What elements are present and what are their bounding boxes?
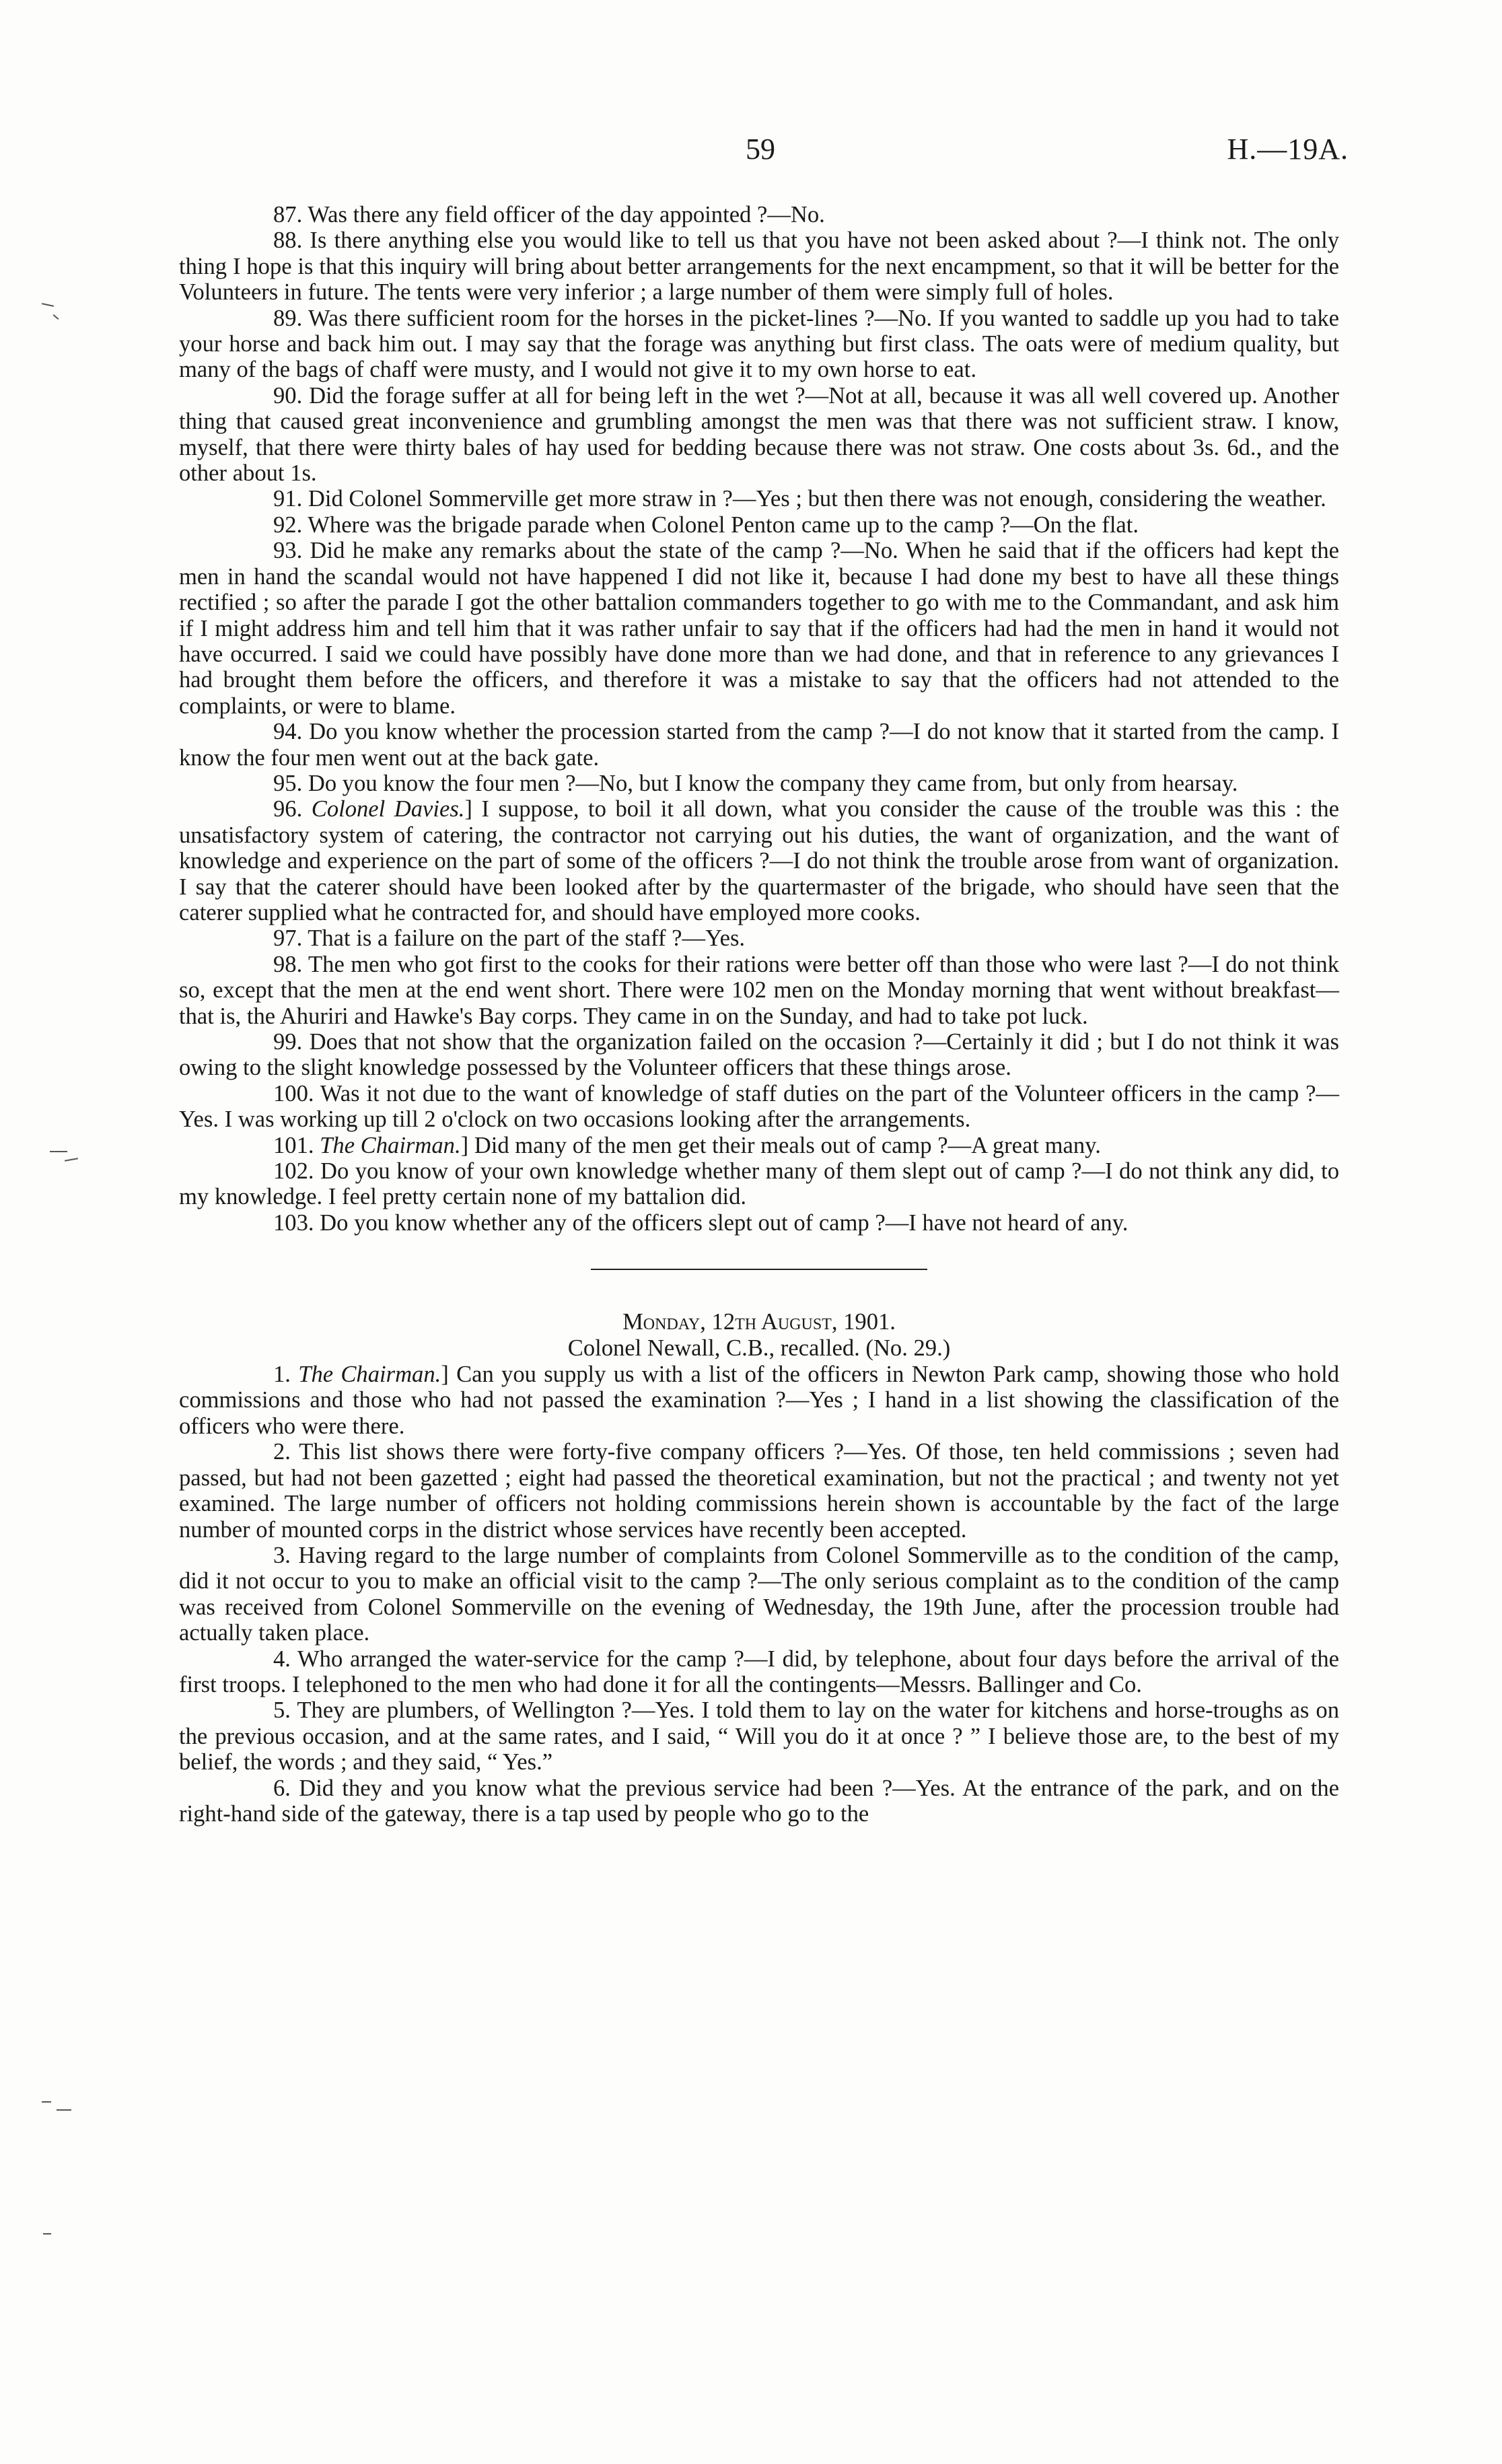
question-number: 4. (273, 1646, 291, 1672)
question-answer-paragraph (179, 771, 1339, 796)
question-answer-text: The men who got first to the cooks for their rations were better off than those who were last ?—I do not think so, except that the men at the end went short. There were 102 men on the Monday morning that went without breakfast—that is, the Ahuriri and Hawke's Bay corps. They came in on the Sunday, and had to take pot luck. (179, 951, 1339, 1029)
question-answer-paragraph (179, 925, 1339, 951)
question-answer-text: ] Can you supply us with a list of the officers in Newton Park camp, showing those who hold commissions and those who had not passed the examination ?—Yes ; I hand in a list showing the classification of the officers who were there. (179, 1362, 1339, 1439)
question-answer-text: Was there sufficient room for the horses in the picket-lines ?—No. If you wanted to saddle up you had to take your horse and back him out. I may say that the forage was anything but first class. The oats were of medium quality, but many of the bags of chaff were musty, and I would not give it to my own horse to eat. (179, 305, 1339, 383)
evidence-block-bottom (179, 1362, 1339, 1827)
speaker-name: The Chairman. (298, 1362, 441, 1388)
speaker-name: Colonel Davies. (311, 796, 465, 822)
question-answer-text: ] I suppose, to boil it all down, what you consider the cause of the trouble was this : the unsatisfactory system of catering, the contractor not carrying out his duties, the want of organization, and the want of knowledge and experience on the part of some of the officers ?—I do not think the trouble arose from want of organization. I say that the caterer should have been looked after by the quartermaster of the brigade, who should have seen that the caterer supplied what he contracted for, and should have employed more cooks. (179, 796, 1339, 925)
evidence-block-top (179, 202, 1339, 1236)
question-answer-paragraph (179, 1210, 1339, 1236)
question-number: 100. (273, 1080, 314, 1106)
scan-artifact (42, 303, 54, 307)
question-answer-paragraph (179, 1362, 1339, 1439)
question-answer-paragraph (179, 306, 1339, 383)
question-answer-text: Where was the brigade parade when Colonel Penton came up to the camp ?—On the flat. (308, 512, 1139, 538)
scan-artifact (42, 2101, 51, 2103)
question-answer-paragraph (179, 1439, 1339, 1543)
scan-artifact (50, 1151, 67, 1152)
question-number: 99. (273, 1029, 303, 1055)
question-answer-paragraph (179, 1029, 1339, 1081)
question-answer-text: Did they and you know what the previous service had been ?—Yes. At the entrance of the park, and on the right-hand side of the gateway, there is a tap used by people who go to the (179, 1775, 1339, 1827)
question-number: 96. (273, 796, 303, 822)
question-answer-paragraph (179, 1646, 1339, 1698)
question-number: 92. (273, 512, 303, 538)
question-number: 5. (273, 1697, 291, 1724)
question-number: 94. (273, 719, 303, 745)
question-number: 88. (273, 227, 303, 254)
question-answer-text: Do you know of your own knowledge whether many of them slept out of camp ?—I do not think any did, to my knowledge. I feel pretty certain none of my battalion did. (179, 1158, 1339, 1210)
section-divider (591, 1269, 927, 1270)
question-answer-text: Did the forage suffer at all for being left in the wet ?—Not at all, because it was all well covered up. Another thing that caused great inconvenience and grumbling amongst the men was that there was not sufficient straw. I know, myself, that there were thirty bales of hay used for bedding because there was not straw. One costs about 3s. 6d., and the other about 1s. (179, 382, 1339, 487)
section-date-heading: Monday, 12th August, 1901. (622, 1309, 896, 1335)
question-answer-paragraph (179, 1543, 1339, 1646)
question-number: 1. (273, 1362, 291, 1388)
question-answer-paragraph (179, 796, 1339, 925)
question-answer-paragraph (179, 1158, 1339, 1210)
question-number: 101. (273, 1132, 314, 1158)
question-answer-paragraph (179, 1697, 1339, 1775)
question-answer-text: Is there anything else you would like to tell us that you have not been asked about ?—I think not. The only thing I hope is that this inquiry will bring about better arrangements for the next encampment, so that it will be better for the Volunteers in future. The tents were very inferior ; a large number of them were simply full of holes. (179, 227, 1339, 306)
question-answer-text: Does that not show that the organization failed on the occasion ?—Certainly it did ; but I do not think it was owing to the slight knowledge possessed by the Volunteer officers that these things arose. (179, 1029, 1339, 1081)
question-answer-paragraph (179, 383, 1339, 487)
question-answer-paragraph (179, 1081, 1339, 1133)
question-number: 93. (273, 538, 303, 564)
speaker-name: The Chairman. (320, 1132, 461, 1158)
question-number: 89. (273, 305, 303, 331)
question-answer-paragraph (179, 202, 1339, 227)
question-number: 102. (273, 1158, 314, 1185)
question-number: 103. (273, 1209, 314, 1236)
question-answer-text: Did Colonel Sommerville get more straw in ?—Yes ; but then there was not enough, considering the weather. (308, 486, 1326, 512)
question-answer-text: Who arranged the water-service for the camp ?—I did, by telephone, about four days before the arrival of the first troops. I telephoned to the men who had done it for all the contingents—Messrs. Ballinger and Co. (179, 1646, 1339, 1697)
question-number: 2. (273, 1439, 291, 1465)
question-answer-text: Having regard to the large number of complaints from Colonel Sommerville as to the condition of the camp, did it not occur to you to make an official visit to the camp ?—The only serious complaint as to the condition of the camp was received from Colonel Sommerville on the evening of Wednesday, the 19th June, after the procession trouble had actually taken place. (179, 1542, 1339, 1646)
question-answer-paragraph (179, 227, 1339, 305)
question-answer-text: Do you know the four men ?—No, but I know the company they came from, but only from hearsay. (308, 770, 1238, 796)
question-answer-paragraph (179, 512, 1339, 538)
question-answer-paragraph (179, 952, 1339, 1029)
question-answer-text: Was it not due to the want of knowledge of staff duties on the part of the Volunteer officers in the camp ?—Yes. I was working up till 2 o'clock on two occasions looking after the arrangements. (179, 1080, 1340, 1133)
question-number: 90. (273, 382, 303, 409)
question-answer-text: Do you know whether the procession started from the camp ?—I do not know that it started from the camp. I know the four men went out at the back gate. (179, 719, 1339, 771)
question-answer-text: That is a failure on the part of the staff ?—Yes. (308, 925, 746, 952)
question-answer-text: Did he make any remarks about the state of the camp ?—No. When he said that if the officers had kept the men in hand the scandal would not have happened I did not like it, because I had done my best to have all these things rectified ; so after the parade I got the other battalion commanders together to go with me to the Commandant, and ask him if I might address him and tell him that it was rather unfair to say that if the officers had had the men in hand it would not have occurred. I said we could have possibly have done more than we had done, and that in reference to any grievances I had brought them before the officers, and therefore it was a mistake to say that the officers had not attended to the complaints, or were to blame. (179, 538, 1339, 719)
question-answer-paragraph (179, 1775, 1339, 1827)
document-reference: H.—19A. (1227, 133, 1349, 166)
question-answer-text: ] Did many of the men get their meals out of camp ?—A great many. (460, 1132, 1101, 1158)
question-number: 95. (273, 770, 303, 796)
scan-artifact (57, 2109, 71, 2111)
scan-artifact (43, 2233, 51, 2234)
question-answer-text: Was there any field officer of the day appointed ?—No. (308, 202, 825, 227)
question-answer-text: Do you know whether any of the officers slept out of camp ?—I have not heard of any. (320, 1209, 1129, 1236)
question-number: 87. (273, 202, 303, 227)
question-answer-paragraph (179, 1133, 1339, 1158)
question-answer-text: This list shows there were forty-five company officers ?—Yes. Of those, ten held commissions ; seven had passed, but had not been gazetted ; eight had passed the theoretical examination, but not the practical ; and twenty not yet examined. The large number of officers not holding commissions herein shown is accountable by the fact of the large number of mounted corps in the district whose services have recently been accepted. (179, 1439, 1339, 1543)
question-answer-paragraph (179, 538, 1339, 719)
question-number: 3. (273, 1542, 291, 1568)
question-number: 98. (273, 951, 303, 977)
document-body (179, 202, 1339, 1827)
question-answer-paragraph (179, 719, 1339, 771)
scan-artifact (65, 1158, 78, 1161)
question-number: 91. (273, 486, 303, 512)
question-answer-text: They are plumbers, of Wellington ?—Yes. I told them to lay on the water for kitchens and horse-troughs as on the previous occasion, and at the same rates, and I said, “ Will you do it at once ? ” I believe those are, to the best of my belief, the words ; and they said, “ Yes.” (179, 1697, 1339, 1775)
witness-heading: Colonel Newall, C.B., recalled. (No. 29.) (567, 1335, 951, 1361)
question-number: 97. (273, 925, 303, 952)
scan-artifact (53, 314, 59, 320)
question-number: 6. (273, 1775, 291, 1801)
question-answer-paragraph (179, 486, 1339, 512)
page-number: 59 (746, 133, 775, 166)
